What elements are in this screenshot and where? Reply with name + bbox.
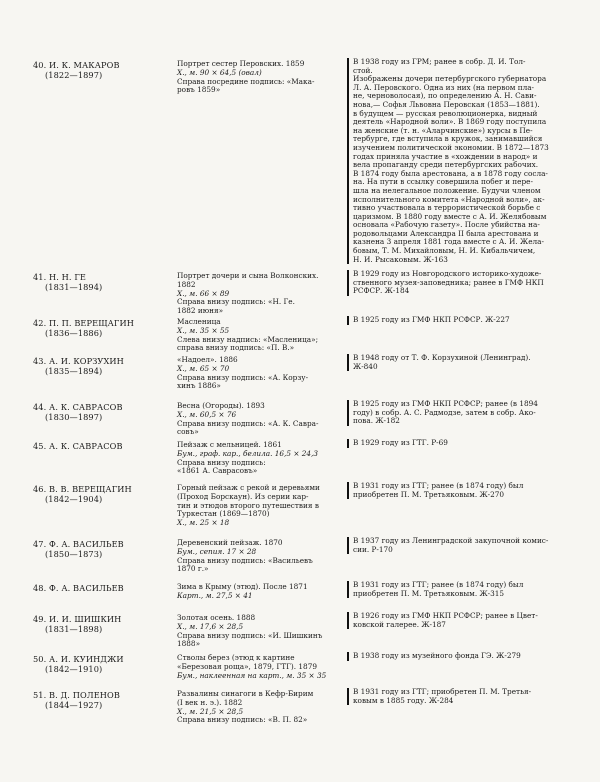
provenance-line: году) в собр. А. С. Радмодзе, затем в собр. Ако- [353,407,536,417]
artist-name: 44. А. К. САВРАСОВ [33,402,123,412]
artist-years: (1830—1897) [45,412,103,422]
provenance-line: тербурге, где вступила в кружок, занимавшийся [353,134,543,144]
work-medium-line: Х., м. 66 × 89 [177,288,230,298]
artist-name: 40. И. К. МАКАРОВ [33,60,120,70]
work-medium-line: Х., м. 21,5 × 28,5 [177,706,244,716]
work-line: хинъ 1886» [177,381,221,391]
artist-name: 49. И. И. ШИШКИН [33,614,122,624]
work-medium-line: Бум., граф. кар., белила. 16,5 × 24,3 [177,448,318,458]
provenance-note [347,482,575,499]
work-line: Справа внизу подпись: [177,457,266,467]
work-line: Портрет сестер Перовских. 1859 [177,59,305,68]
artist-name: 41. Н. Н. ГЕ [33,272,86,282]
work-line: (I век н. э.). 1882 [177,697,243,707]
artist-block [33,402,173,422]
work-description [177,583,340,601]
work-line: Справа внизу подпись: «Васильевъ [177,555,313,565]
work-line: Горный пейзаж с рекой и деревьями [177,483,320,492]
work-medium-line: Бум., сепия. 17 × 28 [177,546,257,556]
provenance-line: родовольцами Александра II была арестована и [353,228,539,238]
provenance-line: царизмом. В 1880 году вместе с А. И. Желябовым [353,211,547,221]
provenance-line: бовым, Т. М. Михайловым, Н. И. Кибальчичем, [353,246,536,256]
work-line: совъ» [177,427,199,437]
work-description [177,318,340,353]
provenance-note [347,688,575,705]
provenance-line: В 1925 году из ГМФ НКП РСФСР. Ж-227 [353,315,510,324]
provenance-line: сии. Р-170 [353,544,393,554]
artist-block [33,441,173,451]
artist-block [33,318,173,338]
artist-years: (1842—1910) [45,664,103,674]
work-medium-line: Х., м. 17,6 × 28,5 [177,621,244,631]
provenance-line: Ж-840 [353,361,378,371]
work-line: Справа внизу подпись: «А. Корзу- [177,372,309,382]
provenance-line: В 1931 году из ГТГ; ранее (в 1874 году) был [353,580,524,589]
provenance-line: казнена 3 апреля 1881 года вместе с А. И. Жела- [353,237,545,247]
artist-name: 47. Ф. А. ВАСИЛЬЕВ [33,539,124,549]
work-line: Деревенский пейзаж. 1870 [177,538,283,547]
provenance-line: В 1937 году из Ленинградской закупочной комис- [353,536,549,545]
provenance-line: деятель «Народной воли». В 1869 году поступила [353,117,547,127]
provenance-line: годах приняла участие в «хождении в народ» и [353,151,538,161]
artist-years: (1850—1873) [45,549,103,559]
artist-years: (1836—1886) [45,328,103,338]
work-line: 1870 г.» [177,564,209,574]
work-medium-line: Х., м. 35 × 55 [177,325,230,335]
work-line: (Проход Борскаун). Из серии кар- [177,491,309,501]
work-line: Золотая осень. 1888 [177,613,256,622]
work-line: Весна (Огороды). 1893 [177,401,265,410]
provenance-line: В 1874 году была арестована, а в 1878 году сосла- [353,168,548,178]
provenance-line: РСФСР. Ж-184 [353,286,410,296]
provenance-note [347,270,575,296]
provenance-line: В 1931 году из ГТГ; приобретен П. М. Третья- [353,687,532,696]
artist-years: (1844—1927) [45,700,103,710]
artist-name: 50. А. И. КУИНДЖИ [33,654,124,664]
provenance-line: изучением политической экономии. В 1872—1873 [353,142,549,152]
artist-block [33,654,173,674]
provenance-line: Н. И. Рысаковым. Ж-163 [353,254,448,264]
provenance-note [347,58,575,264]
work-line: Справа внизу подпись: «В. П. 82» [177,715,308,725]
provenance-line: шла на нелегальное положение. Будучи членом [353,185,541,195]
work-description [177,654,340,680]
artist-years: (1842—1904) [45,494,103,504]
work-line: справа внизу подпись: «П. В.» [177,343,295,353]
work-description [177,484,340,528]
provenance-line: В 1948 году от Т. Ф. Корзухиной (Ленинград). [353,353,531,362]
work-line: Справа внизу подпись: «А. К. Савра- [177,418,319,428]
work-medium-line: Бум., наклеенная на карт., м. 35 × 35 [177,670,327,680]
work-description [177,614,340,649]
provenance-line: В 1925 году из ГМФ НКП РСФСР; ранее (в 1894 [353,399,538,408]
provenance-line: в будущем — русская революционерка, видный [353,108,538,118]
work-medium-line: Х., м. 65 × 70 [177,363,230,373]
work-description [177,690,340,725]
provenance-line: приобретен П. М. Третьяковым. Ж-270 [353,489,505,499]
work-description [177,402,340,437]
provenance-note [347,537,575,554]
artist-block [33,60,173,80]
provenance-note [347,316,575,325]
work-medium-line: Х., м. 60,5 × 76 [177,409,237,419]
provenance-note [347,581,575,598]
artist-years: (1831—1894) [45,282,103,292]
work-line: Развалины синагоги в Кефр-Бирим [177,689,314,698]
provenance-line: тивно участвовала в террористической борьбе с [353,203,541,213]
work-line: 1882 июня» [177,306,224,316]
work-line: Справа внизу подпись: «Н. Ге. [177,297,295,307]
provenance-line: стой. [353,65,373,75]
work-medium-line: Карт., м. 27,5 × 41 [177,590,253,600]
work-medium-line: Х., м. 25 × 18 [177,518,230,528]
work-medium-line: Х., м. 90 × 64,5 (овал) [177,67,262,77]
artist-name: 43. А. И. КОРЗУХИН [33,356,124,366]
artist-name: 45. А. К. САВРАСОВ [33,441,123,451]
work-line: Стволы берез (этюд к картине [177,653,295,662]
work-description [177,356,340,391]
provenance-line: В 1929 году из Новгородского историко-художе- [353,269,542,278]
artist-name: 48. Ф. А. ВАСИЛЬЕВ [33,583,124,593]
artist-block [33,484,173,504]
work-line: 1882 [177,279,196,289]
provenance-line: В 1929 году из ГТГ. Р-69 [353,438,448,447]
work-description [177,441,340,476]
work-line: Справа внизу подпись: «И. Шишкинъ [177,630,323,640]
artist-years: (1835—1894) [45,366,103,376]
artist-name: 51. В. Д. ПОЛЕНОВ [33,690,120,700]
provenance-line: Изображены дочери петербургского губернатора [353,74,547,84]
provenance-line: В 1926 году из ГМФ НКП РСФСР; ранее в Цвет- [353,611,538,620]
provenance-line: не, черноволосая), по определению А. Н. Сави- [353,91,537,101]
work-line: Масленица [177,317,221,326]
artist-block [33,614,173,634]
provenance-line: приобретен П. М. Третьяковым. Ж-315 [353,588,505,598]
work-line: Портрет дочери и сына Волконских. [177,271,319,280]
provenance-line: нова,— Софья Львовна Перовская (1853—1881). [353,99,540,109]
artist-block [33,690,173,710]
work-line: Зима в Крыму (этюд). После 1871 [177,582,308,591]
artist-block [33,356,173,376]
provenance-line: В 1938 году из музейного фонда ГЭ. Ж-279 [353,651,521,660]
provenance-line: В 1931 году из ГТГ; ранее (в 1874 году) был [353,481,524,490]
artist-block [33,539,173,559]
provenance-line: на. На пути в ссылку совершила побег и пере- [353,177,533,187]
work-description [177,272,340,316]
artist-block [33,272,173,292]
work-line: ровъ 1859» [177,85,221,95]
work-line: тин и этюдов второго путешествия в [177,500,319,510]
provenance-line: пова. Ж-182 [353,416,400,426]
work-line: «Березовая роща», 1879, ГТГ). 1879 [177,661,317,671]
artist-years: (1822—1897) [45,70,103,80]
provenance-line: ковым в 1885 году. Ж-284 [353,695,454,705]
provenance-line: исполнительного комитета «Народной воли», ак- [353,194,545,204]
provenance-line: вела пропаганду среди петербургских рабочих. [353,160,539,170]
work-line: «Надоел». 1886 [177,355,238,364]
artist-name: 42. П. П. ВЕРЕЩАГИН [33,318,134,328]
provenance-line: на женские (т. н. «Аларчинские») курсы в Пе- [353,125,533,135]
work-line: Пейзаж с мельницей. 1861 [177,440,282,449]
provenance-line: основала «Рабочую газету». После убийства на- [353,220,540,230]
work-line: 1888» [177,639,201,649]
provenance-line: В 1938 году из ГРМ; ранее в собр. Д. И. Тол- [353,57,526,66]
work-description [177,60,340,95]
work-line: Справа посредине подпись: «Мака- [177,76,315,86]
provenance-note [347,652,575,661]
provenance-line: Л. А. Перовского. Одна из них (на первом пла- [353,82,535,92]
work-description [177,539,340,574]
artist-name: 46. В. В. ВЕРЕЩАГИН [33,484,132,494]
work-line: «1861 А. Саврасовъ» [177,466,258,476]
artist-years: (1831—1898) [45,624,103,634]
provenance-note [347,400,575,426]
work-line: Туркестан (1869—1870) [177,509,270,519]
provenance-line: ственного музея-заповедника; ранее в ГМФ НКП [353,277,544,287]
provenance-note [347,354,575,371]
work-line: Слева внизу надпись: «Масленица»; [177,334,319,344]
provenance-line: ковской галерее. Ж-187 [353,619,446,629]
artist-block [33,583,173,593]
provenance-note [347,612,575,629]
provenance-note [347,439,575,448]
